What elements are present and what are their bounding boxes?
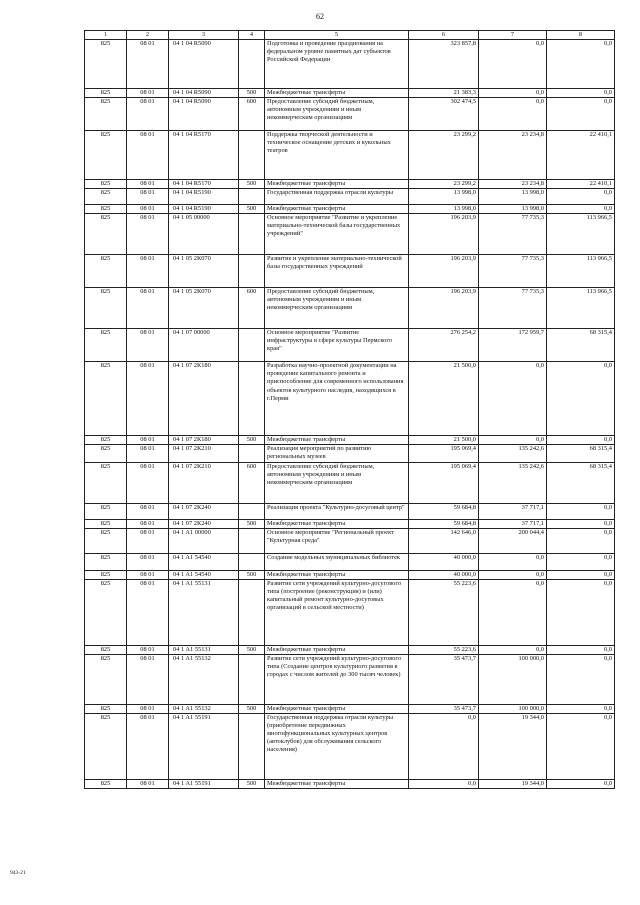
- expense-type-cell: [239, 654, 265, 704]
- description-cell: Межбюджетные трансферты: [265, 89, 409, 98]
- chapter-code-cell: 825: [85, 503, 127, 519]
- amount-col8-cell: 113 966,5: [547, 214, 615, 255]
- section-code-cell: 08 01: [127, 288, 169, 329]
- expense-type-cell: 500: [239, 436, 265, 445]
- section-code-cell: 08 01: [127, 40, 169, 89]
- description-cell: Реализация мероприятий по развитию региональных музеев: [265, 445, 409, 462]
- amount-col6-cell: 40 000,0: [409, 553, 479, 570]
- amount-col7-cell: 77 735,3: [479, 288, 547, 329]
- description-cell: Межбюджетные трансферты: [265, 645, 409, 654]
- chapter-code-cell: 825: [85, 654, 127, 704]
- amount-col6-cell: 59 684,8: [409, 503, 479, 519]
- amount-col8-cell: 0,0: [547, 645, 615, 654]
- amount-col7-cell: 0,0: [479, 362, 547, 436]
- expense-type-cell: [239, 189, 265, 205]
- amount-col7-cell: 23 234,8: [479, 131, 547, 180]
- amount-col7-cell: 0,0: [479, 579, 547, 645]
- footer-code: 943-21: [10, 870, 26, 876]
- column-header-row: [85, 31, 615, 40]
- target-article-cell: 04 1 A1 55191: [169, 779, 239, 788]
- table-row: [85, 528, 615, 553]
- description-cell: Предоставление субсидий бюджетным, автономным учреждениям и иным некоммерческим организациям: [265, 288, 409, 329]
- amount-col8-cell: 0,0: [547, 553, 615, 570]
- target-article-cell: 04 1 07 2К180: [169, 436, 239, 445]
- section-code-cell: 08 01: [127, 645, 169, 654]
- table-row: [85, 205, 615, 214]
- description-cell: Межбюджетные трансферты: [265, 570, 409, 579]
- target-article-cell: 04 1 05 2К070: [169, 288, 239, 329]
- amount-col7-cell: 23 234,8: [479, 180, 547, 189]
- amount-col6-cell: 13 998,0: [409, 205, 479, 214]
- section-code-cell: 08 01: [127, 189, 169, 205]
- table-row: [85, 131, 615, 180]
- amount-col7-cell: 19 344,0: [479, 779, 547, 788]
- section-code-cell: 08 01: [127, 329, 169, 362]
- target-article-cell: 04 1 A1 55131: [169, 645, 239, 654]
- expense-type-cell: [239, 362, 265, 436]
- table-row: [85, 189, 615, 205]
- section-code-cell: 08 01: [127, 445, 169, 462]
- description-cell: Разработка научно-проектной документации на проведение капитального ремонта и приспособление для современного использования объектов культурного наследия, находящихся в г.Перми: [265, 362, 409, 436]
- amount-col8-cell: 113 966,5: [547, 255, 615, 288]
- section-code-cell: 08 01: [127, 528, 169, 553]
- description-cell: Межбюджетные трансферты: [265, 205, 409, 214]
- amount-col6-cell: 276 254,2: [409, 329, 479, 362]
- amount-col6-cell: 40 000,0: [409, 570, 479, 579]
- amount-col7-cell: 100 000,0: [479, 654, 547, 704]
- chapter-code-cell: 825: [85, 445, 127, 462]
- chapter-code-cell: 825: [85, 436, 127, 445]
- description-cell: Государственная поддержка отрасли культуры: [265, 189, 409, 205]
- table-row: [85, 445, 615, 462]
- amount-col8-cell: 113 966,5: [547, 288, 615, 329]
- chapter-code-cell: 825: [85, 180, 127, 189]
- chapter-code-cell: 825: [85, 214, 127, 255]
- amount-col6-cell: 0,0: [409, 779, 479, 788]
- column-header: 3: [169, 31, 239, 40]
- amount-col7-cell: 37 717,1: [479, 519, 547, 528]
- target-article-cell: 04 1 A1 55131: [169, 579, 239, 645]
- section-code-cell: 08 01: [127, 713, 169, 779]
- expense-type-cell: 600: [239, 98, 265, 131]
- amount-col8-cell: 0,0: [547, 713, 615, 779]
- amount-col8-cell: 0,0: [547, 570, 615, 579]
- table-row: [85, 503, 615, 519]
- amount-col8-cell: 68 315,4: [547, 329, 615, 362]
- amount-col7-cell: 77 735,3: [479, 255, 547, 288]
- column-header: 1: [85, 31, 127, 40]
- target-article-cell: 04 1 05 00000: [169, 214, 239, 255]
- chapter-code-cell: 825: [85, 205, 127, 214]
- chapter-code-cell: 825: [85, 362, 127, 436]
- description-cell: Предоставление субсидий бюджетным, автономным учреждениям и иным некоммерческим организациям: [265, 462, 409, 503]
- amount-col6-cell: 23 299,2: [409, 180, 479, 189]
- expense-type-cell: 500: [239, 205, 265, 214]
- target-article-cell: 04 1 07 2К240: [169, 519, 239, 528]
- page-number: 62: [316, 12, 324, 21]
- description-cell: Подготовка и проведение празднования на федеральном уровне памятных дат субъектов Российской Федерации: [265, 40, 409, 89]
- expense-type-cell: [239, 214, 265, 255]
- description-cell: Основное мероприятие "Региональный проект "Культурная среда": [265, 528, 409, 553]
- amount-col8-cell: 0,0: [547, 579, 615, 645]
- expense-type-cell: 600: [239, 462, 265, 503]
- amount-col8-cell: 68 315,4: [547, 445, 615, 462]
- expense-type-cell: [239, 528, 265, 553]
- chapter-code-cell: 825: [85, 98, 127, 131]
- section-code-cell: 08 01: [127, 214, 169, 255]
- table-row: [85, 779, 615, 788]
- section-code-cell: 08 01: [127, 570, 169, 579]
- amount-col7-cell: 19 344,0: [479, 713, 547, 779]
- table-row: [85, 553, 615, 570]
- description-cell: Основное мероприятие "Развитие и укрепление материально-технической базы государственных учреждений": [265, 214, 409, 255]
- expense-type-cell: 500: [239, 645, 265, 654]
- target-article-cell: 04 1 A1 55132: [169, 654, 239, 704]
- expense-type-cell: 500: [239, 519, 265, 528]
- table-row: [85, 288, 615, 329]
- amount-col7-cell: 0,0: [479, 89, 547, 98]
- section-code-cell: 08 01: [127, 362, 169, 436]
- chapter-code-cell: 825: [85, 519, 127, 528]
- section-code-cell: 08 01: [127, 89, 169, 98]
- amount-col8-cell: 22 410,1: [547, 131, 615, 180]
- amount-col7-cell: 13 998,0: [479, 189, 547, 205]
- target-article-cell: 04 1 04 R5090: [169, 98, 239, 131]
- description-cell: Развитие и укрепление материально-технической базы государственных учреждений: [265, 255, 409, 288]
- chapter-code-cell: 825: [85, 329, 127, 362]
- chapter-code-cell: 825: [85, 189, 127, 205]
- amount-col6-cell: 196 203,9: [409, 288, 479, 329]
- section-code-cell: 08 01: [127, 503, 169, 519]
- expense-type-cell: 500: [239, 779, 265, 788]
- section-code-cell: 08 01: [127, 180, 169, 189]
- section-code-cell: 08 01: [127, 654, 169, 704]
- description-cell: Развитие сети учреждений культурно-досугового типа (Создание центров культурного развития в городах с числом жителей до 300 тысяч человек): [265, 654, 409, 704]
- description-cell: Поддержка творческой деятельности и техническое оснащение детских и кукольных театров: [265, 131, 409, 180]
- amount-col7-cell: 37 717,1: [479, 503, 547, 519]
- table-row: [85, 362, 615, 436]
- amount-col6-cell: 195 069,4: [409, 462, 479, 503]
- table-row: [85, 570, 615, 579]
- target-article-cell: 04 1 07 2К180: [169, 362, 239, 436]
- table-row: [85, 436, 615, 445]
- description-cell: Межбюджетные трансферты: [265, 436, 409, 445]
- amount-col7-cell: 13 998,0: [479, 205, 547, 214]
- chapter-code-cell: 825: [85, 40, 127, 89]
- amount-col6-cell: 196 203,9: [409, 214, 479, 255]
- section-code-cell: 08 01: [127, 436, 169, 445]
- section-code-cell: 08 01: [127, 704, 169, 713]
- chapter-code-cell: 825: [85, 131, 127, 180]
- column-header: 5: [265, 31, 409, 40]
- amount-col7-cell: 172 959,7: [479, 329, 547, 362]
- column-header: 6: [409, 31, 479, 40]
- section-code-cell: 08 01: [127, 462, 169, 503]
- table-row: [85, 98, 615, 131]
- section-code-cell: 08 01: [127, 779, 169, 788]
- table-row: [85, 645, 615, 654]
- target-article-cell: 04 1 07 00000: [169, 329, 239, 362]
- chapter-code-cell: 825: [85, 704, 127, 713]
- description-cell: Предоставление субсидий бюджетным, автономным учреждениям и иным некоммерческим организациям: [265, 98, 409, 131]
- chapter-code-cell: 825: [85, 579, 127, 645]
- table-row: [85, 40, 615, 89]
- description-cell: Межбюджетные трансферты: [265, 779, 409, 788]
- amount-col7-cell: 0,0: [479, 645, 547, 654]
- target-article-cell: 04 1 04 R5190: [169, 189, 239, 205]
- expense-type-cell: [239, 553, 265, 570]
- target-article-cell: 04 1 04 R5170: [169, 180, 239, 189]
- section-code-cell: 08 01: [127, 519, 169, 528]
- amount-col8-cell: 0,0: [547, 528, 615, 553]
- amount-col8-cell: 0,0: [547, 362, 615, 436]
- table-row: [85, 214, 615, 255]
- section-code-cell: 08 01: [127, 131, 169, 180]
- table-row: [85, 579, 615, 645]
- target-article-cell: 04 1 07 2К240: [169, 503, 239, 519]
- target-article-cell: 04 1 04 R5090: [169, 89, 239, 98]
- section-code-cell: 08 01: [127, 553, 169, 570]
- expense-type-cell: [239, 329, 265, 362]
- chapter-code-cell: 825: [85, 645, 127, 654]
- amount-col7-cell: 0,0: [479, 436, 547, 445]
- amount-col7-cell: 135 242,6: [479, 445, 547, 462]
- expense-type-cell: 500: [239, 180, 265, 189]
- table-row: [85, 462, 615, 503]
- amount-col8-cell: 0,0: [547, 89, 615, 98]
- expense-type-cell: [239, 40, 265, 89]
- amount-col7-cell: 0,0: [479, 553, 547, 570]
- amount-col6-cell: 23 299,2: [409, 131, 479, 180]
- amount-col8-cell: 0,0: [547, 503, 615, 519]
- chapter-code-cell: 825: [85, 255, 127, 288]
- section-code-cell: 08 01: [127, 255, 169, 288]
- amount-col8-cell: 22 410,1: [547, 180, 615, 189]
- amount-col8-cell: 0,0: [547, 98, 615, 131]
- amount-col6-cell: 21 500,0: [409, 436, 479, 445]
- amount-col6-cell: 142 646,0: [409, 528, 479, 553]
- description-cell: Межбюджетные трансферты: [265, 180, 409, 189]
- description-cell: Развитие сети учреждений культурно-досугового типа (построение (реконструкция) и (или) капитальный ремонт культурно-досуговых организаций в сельской местности): [265, 579, 409, 645]
- table-row: [85, 704, 615, 713]
- amount-col7-cell: 0,0: [479, 40, 547, 89]
- chapter-code-cell: 825: [85, 528, 127, 553]
- expense-type-cell: 600: [239, 288, 265, 329]
- chapter-code-cell: 825: [85, 288, 127, 329]
- column-header: 2: [127, 31, 169, 40]
- target-article-cell: 04 1 04 R5090: [169, 40, 239, 89]
- table-row: [85, 255, 615, 288]
- amount-col7-cell: 200 044,4: [479, 528, 547, 553]
- column-header: 4: [239, 31, 265, 40]
- amount-col8-cell: 0,0: [547, 189, 615, 205]
- expense-type-cell: 500: [239, 89, 265, 98]
- table-row: [85, 89, 615, 98]
- amount-col8-cell: 0,0: [547, 779, 615, 788]
- description-cell: Межбюджетные трансферты: [265, 519, 409, 528]
- table-body: [85, 40, 615, 789]
- amount-col6-cell: 35 473,7: [409, 654, 479, 704]
- amount-col7-cell: 0,0: [479, 98, 547, 131]
- column-header: 7: [479, 31, 547, 40]
- amount-col6-cell: 195 069,4: [409, 445, 479, 462]
- chapter-code-cell: 825: [85, 553, 127, 570]
- description-cell: Межбюджетные трансферты: [265, 704, 409, 713]
- target-article-cell: 04 1 A1 54540: [169, 570, 239, 579]
- description-cell: Создание модельных муниципальных библиотек: [265, 553, 409, 570]
- amount-col8-cell: 0,0: [547, 519, 615, 528]
- amount-col6-cell: 323 857,8: [409, 40, 479, 89]
- chapter-code-cell: 825: [85, 713, 127, 779]
- expense-type-cell: [239, 579, 265, 645]
- section-code-cell: 08 01: [127, 98, 169, 131]
- amount-col6-cell: 21 383,3: [409, 89, 479, 98]
- target-article-cell: 04 1 A1 00000: [169, 528, 239, 553]
- expense-type-cell: [239, 713, 265, 779]
- amount-col7-cell: 135 242,6: [479, 462, 547, 503]
- amount-col7-cell: 100 000,0: [479, 704, 547, 713]
- chapter-code-cell: 825: [85, 89, 127, 98]
- chapter-code-cell: 825: [85, 570, 127, 579]
- chapter-code-cell: 825: [85, 462, 127, 503]
- column-header: 8: [547, 31, 615, 40]
- expense-type-cell: 500: [239, 704, 265, 713]
- target-article-cell: 04 1 04 R5190: [169, 205, 239, 214]
- amount-col6-cell: 55 223,6: [409, 645, 479, 654]
- amount-col8-cell: 0,0: [547, 704, 615, 713]
- description-cell: Государственная поддержка отрасли культуры (приобретение передвижных многофункциональных культурных центров (автоклубов) для обслуживания сельского населения): [265, 713, 409, 779]
- amount-col6-cell: 21 500,0: [409, 362, 479, 436]
- chapter-code-cell: 825: [85, 779, 127, 788]
- amount-col8-cell: 0,0: [547, 40, 615, 89]
- target-article-cell: 04 1 04 R5170: [169, 131, 239, 180]
- amount-col6-cell: 59 684,8: [409, 519, 479, 528]
- expense-type-cell: [239, 503, 265, 519]
- amount-col6-cell: 0,0: [409, 713, 479, 779]
- table-row: [85, 519, 615, 528]
- budget-table: [84, 30, 615, 789]
- expense-type-cell: [239, 131, 265, 180]
- table-row: [85, 329, 615, 362]
- amount-col8-cell: 0,0: [547, 436, 615, 445]
- amount-col7-cell: 77 735,3: [479, 214, 547, 255]
- amount-col6-cell: 13 998,0: [409, 189, 479, 205]
- table-row: [85, 654, 615, 704]
- amount-col6-cell: 196 203,9: [409, 255, 479, 288]
- table-row: [85, 713, 615, 779]
- expense-type-cell: [239, 445, 265, 462]
- description-cell: Основное мероприятие "Развитие инфраструктуры в сфере культуры Пермского края": [265, 329, 409, 362]
- expense-type-cell: 500: [239, 570, 265, 579]
- description-cell: Реализация проекта "Культурно-досуговый центр": [265, 503, 409, 519]
- section-code-cell: 08 01: [127, 205, 169, 214]
- target-article-cell: 04 1 A1 55132: [169, 704, 239, 713]
- expense-type-cell: [239, 255, 265, 288]
- amount-col7-cell: 0,0: [479, 570, 547, 579]
- amount-col8-cell: 0,0: [547, 654, 615, 704]
- target-article-cell: 04 1 A1 55191: [169, 713, 239, 779]
- target-article-cell: 04 1 07 2К210: [169, 462, 239, 503]
- amount-col6-cell: 35 473,7: [409, 704, 479, 713]
- amount-col6-cell: 302 474,5: [409, 98, 479, 131]
- amount-col8-cell: 0,0: [547, 205, 615, 214]
- section-code-cell: 08 01: [127, 579, 169, 645]
- target-article-cell: 04 1 05 2К070: [169, 255, 239, 288]
- target-article-cell: 04 1 07 2К210: [169, 445, 239, 462]
- table-row: [85, 180, 615, 189]
- target-article-cell: 04 1 A1 54540: [169, 553, 239, 570]
- amount-col6-cell: 55 223,6: [409, 579, 479, 645]
- amount-col8-cell: 68 315,4: [547, 462, 615, 503]
